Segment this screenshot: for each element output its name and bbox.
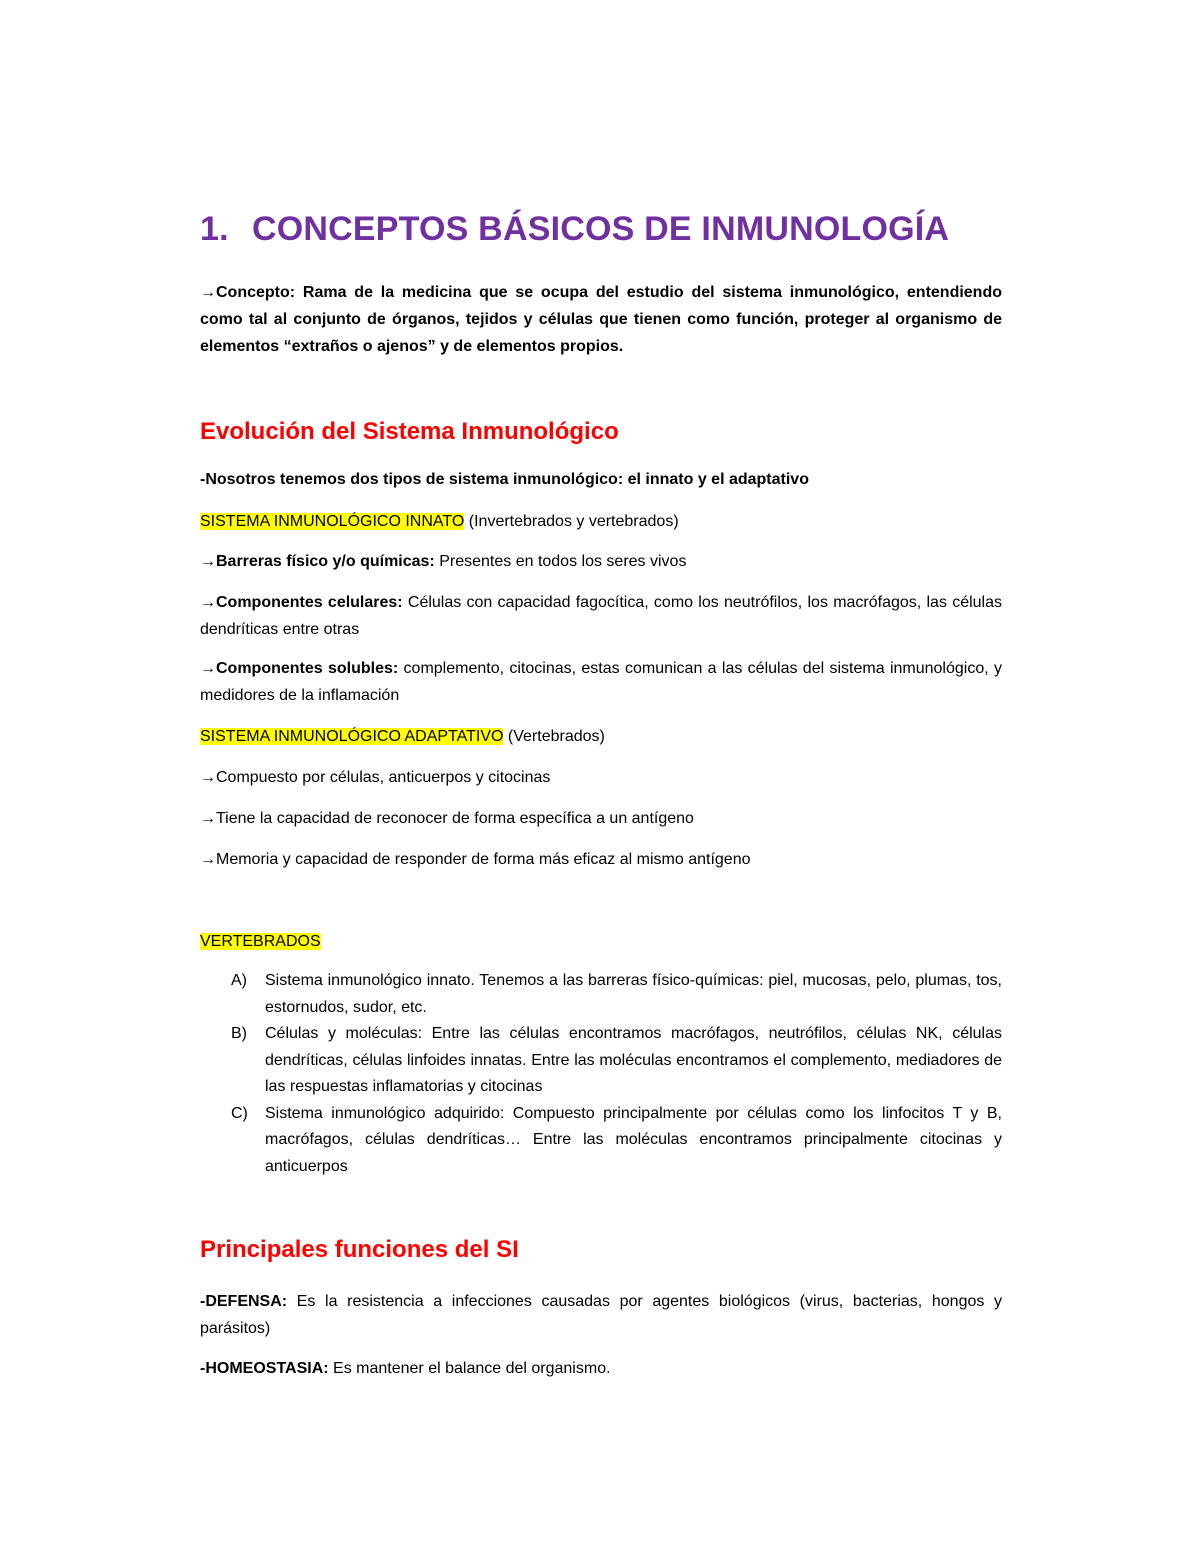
list-marker: A) [231,972,247,989]
list-item [200,968,1002,1021]
adaptive-label: SISTEMA INMUNOLÓGICO ADAPTATIVO [200,728,504,745]
adaptive-item [200,764,1002,791]
innate-note: (Invertebrados y vertebrados) [464,513,679,530]
adaptive-item-text: Compuesto por células, anticuerpos y citocinas [216,769,551,786]
adaptive-heading [200,723,1002,750]
list-item [200,1021,1002,1101]
innate-item-text: Presentes en todos los seres vivos [434,553,687,570]
list-item [200,1101,1002,1181]
concept-paragraph [200,279,1002,360]
title-text: CONCEPTOS BÁSICOS DE INMUNOLOGÍA [252,210,950,248]
arrow-icon: → [200,594,216,611]
function-text: Es la resistencia a infecciones causadas por agentes biológicos (virus, bacterias, hongos y parásitos) [200,1293,1002,1337]
function-item [200,1355,1002,1382]
arrow-icon: → [200,553,216,570]
innate-item [200,655,1002,709]
arrow-icon: → [200,284,216,301]
vertebrates-label: VERTEBRADOS [200,933,321,950]
concept-label: Concepto: [216,284,296,301]
heading-evolution: Evolución del Sistema Inmunológico [200,418,619,445]
function-item [200,1288,1002,1342]
adaptive-note: (Vertebrados) [503,728,605,745]
arrow-icon: → [200,660,216,677]
heading-functions: Principales funciones del SI [200,1236,519,1263]
adaptive-item-text: Tiene la capacidad de reconocer de forma específica a un antígeno [216,810,694,827]
innate-item [200,589,1002,643]
innate-heading [200,508,1002,535]
innate-item-label: Componentes solubles: [216,660,399,677]
innate-item-text: Células con capacidad fagocítica, como los neutrófilos, los macrófagos, las células dendríticas entre otras [200,594,1003,638]
title-number: 1. [200,210,229,248]
adaptive-item [200,805,1002,832]
innate-item [200,548,1002,575]
vertebrates-heading [200,928,1002,955]
adaptive-item [200,846,1002,873]
adaptive-item-text: Memoria y capacidad de responder de forma más eficaz al mismo antígeno [216,851,751,868]
innate-item-text: complemento, citocinas, estas comunican a las células del sistema inmunológico, y medidores de la inflamación [200,660,1002,704]
list-marker: B) [231,1025,247,1042]
evolution-intro: -Nosotros tenemos dos tipos de sistema inmunológico: el innato y el adaptativo [200,471,809,488]
arrow-icon: → [200,851,216,868]
innate-item-label: Barreras físico y/o químicas: [216,553,435,570]
innate-item-label: Componentes celulares: [216,594,403,611]
list-marker: C) [231,1104,248,1122]
page-title [200,210,949,249]
list-item-text: Sistema inmunológico innato. Tenemos a las barreras físico-químicas: piel, mucosas, pelo, plumas, tos, estornudos, sudor, etc. [265,972,1002,1016]
innate-label: SISTEMA INMUNOLÓGICO INNATO [200,513,465,530]
vertebrates-list [200,968,1002,1180]
function-label: -HOMEOSTASIA: [200,1360,329,1377]
concept-text: Rama de la medicina que se ocupa del estudio del sistema inmunológico, entendiendo como tal al conjunto de órganos, tejidos y células que tienen como función, proteger al organismo de elementos “extraños o ajenos” y de elementos propios. [200,284,1002,355]
function-label: -DEFENSA: [200,1293,288,1310]
arrow-icon: → [200,810,216,827]
list-item-text: Células y moléculas: Entre las células encontramos macrófagos, neutrófilos, células NK, células dendríticas, células linfoides innatas. Entre las moléculas encontramos el complemento, mediadores de las respuestas inflamatorias y citocinas [265,1025,1002,1095]
list-item-text: Sistema inmunológico adquirido: Compuesto principalmente por células como los linfocitos T y B, macrófagos, células dendríticas… Entre las moléculas encontramos principalmente citocinas y anticuerpos [265,1104,1002,1175]
function-text: Es mantener el balance del organismo. [328,1360,611,1377]
arrow-icon: → [200,769,216,786]
